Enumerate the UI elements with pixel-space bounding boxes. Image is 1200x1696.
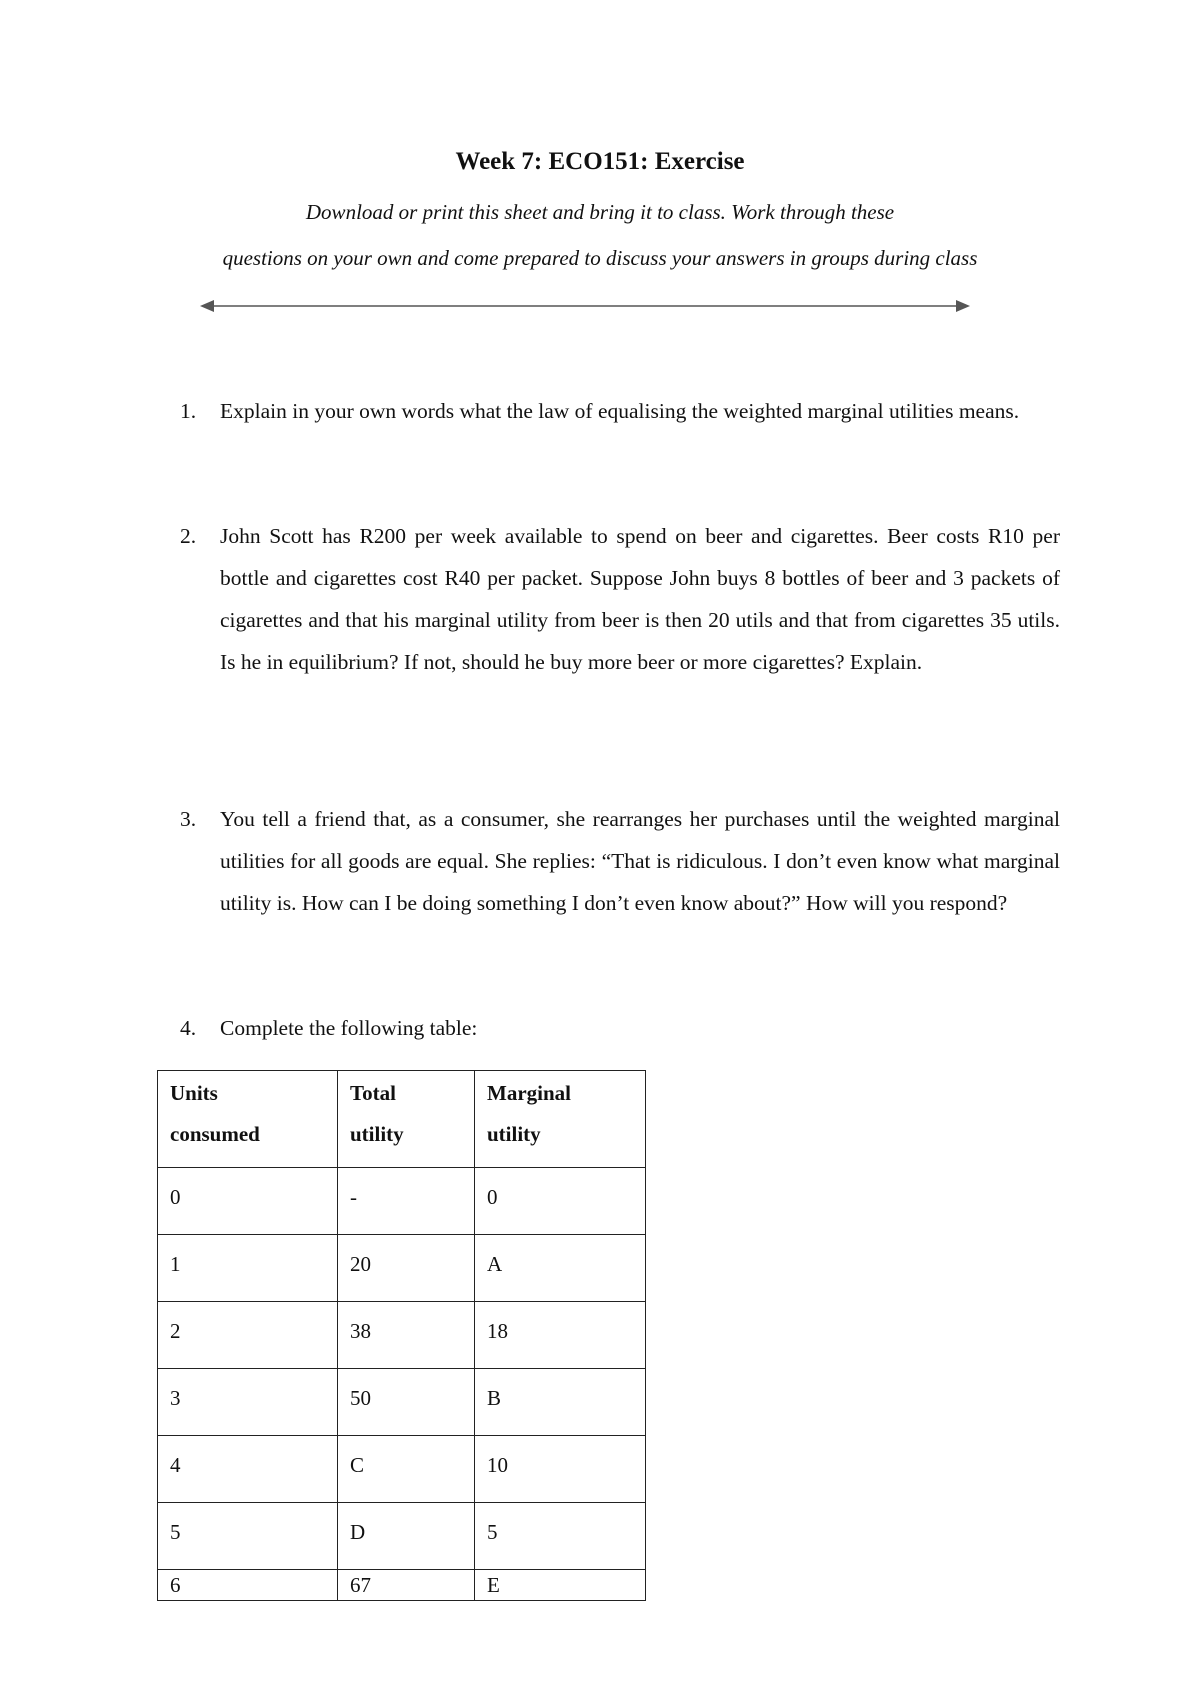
instructions-line-1: Download or print this sheet and bring it to class. Work through these bbox=[305, 200, 895, 224]
cell-units: 4 bbox=[158, 1436, 338, 1503]
cell-marginal-utility: 5 bbox=[475, 1503, 646, 1570]
cell-marginal-utility: B bbox=[475, 1369, 646, 1436]
cell-units: 5 bbox=[158, 1503, 338, 1570]
cell-total-utility: 38 bbox=[338, 1302, 475, 1369]
instructions-line-2: questions on your own and come prepared to discuss your answers in groups during class bbox=[222, 246, 978, 270]
question-3 bbox=[160, 798, 1060, 924]
double-arrow-divider bbox=[200, 298, 970, 314]
cell-marginal-utility: A bbox=[475, 1235, 646, 1302]
table-row bbox=[158, 1168, 646, 1235]
table-row bbox=[158, 1570, 646, 1601]
cell-marginal-utility: 10 bbox=[475, 1436, 646, 1503]
cell-total-utility: 67 bbox=[338, 1570, 475, 1601]
header-total-utility: Total utility bbox=[338, 1071, 475, 1168]
question-text: John Scott has R200 per week available to spend on beer and cigarettes. Beer costs R10 per bottle and cigarettes cost R40 per packet. Suppose John buys 8 bottles of beer and 3 packets of cigarettes and that his marginal utility from beer is then 20 utils and that from cigarettes 35 utils. Is he in equilibrium? If not, should he buy more beer or more cigarettes? Explain. bbox=[220, 524, 1060, 674]
table-row bbox=[158, 1503, 646, 1570]
page-title: Week 7: ECO151: Exercise bbox=[455, 148, 745, 175]
header-units-consumed: Units consumed bbox=[158, 1071, 338, 1168]
cell-units: 1 bbox=[158, 1235, 338, 1302]
question-text: Complete the following table: bbox=[220, 1016, 478, 1040]
table-header-row bbox=[158, 1071, 646, 1168]
cell-units: 2 bbox=[158, 1302, 338, 1369]
cell-total-utility: C bbox=[338, 1436, 475, 1503]
question-2 bbox=[160, 515, 1060, 683]
question-number: 2. bbox=[180, 524, 197, 548]
cell-marginal-utility: 0 bbox=[475, 1168, 646, 1235]
question-number: 4. bbox=[180, 1016, 197, 1040]
cell-units: 0 bbox=[158, 1168, 338, 1235]
question-1 bbox=[160, 390, 1060, 432]
cell-marginal-utility: 18 bbox=[475, 1302, 646, 1369]
table-row bbox=[158, 1302, 646, 1369]
utility-table bbox=[157, 1070, 646, 1601]
cell-total-utility: 50 bbox=[338, 1369, 475, 1436]
question-text: You tell a friend that, as a consumer, she rearranges her purchases until the weighted marginal utilities for all goods are equal. She replies: “That is ridiculous. I don’t even know what marginal utility is. How can I be doing something I don’t even know about?” How will you respond? bbox=[220, 807, 1060, 915]
cell-total-utility: - bbox=[338, 1168, 475, 1235]
question-text: Explain in your own words what the law of equalising the weighted marginal utilities means. bbox=[220, 399, 1020, 423]
cell-total-utility: D bbox=[338, 1503, 475, 1570]
cell-units: 6 bbox=[158, 1570, 338, 1601]
question-number: 3. bbox=[180, 807, 197, 831]
question-number: 1. bbox=[180, 399, 197, 423]
table-row bbox=[158, 1436, 646, 1503]
table-row bbox=[158, 1369, 646, 1436]
table-row bbox=[158, 1235, 646, 1302]
question-4 bbox=[160, 1007, 1060, 1049]
header-marginal-utility: Marginal utility bbox=[475, 1071, 646, 1168]
cell-total-utility: 20 bbox=[338, 1235, 475, 1302]
cell-units: 3 bbox=[158, 1369, 338, 1436]
cell-marginal-utility: E bbox=[475, 1570, 646, 1601]
